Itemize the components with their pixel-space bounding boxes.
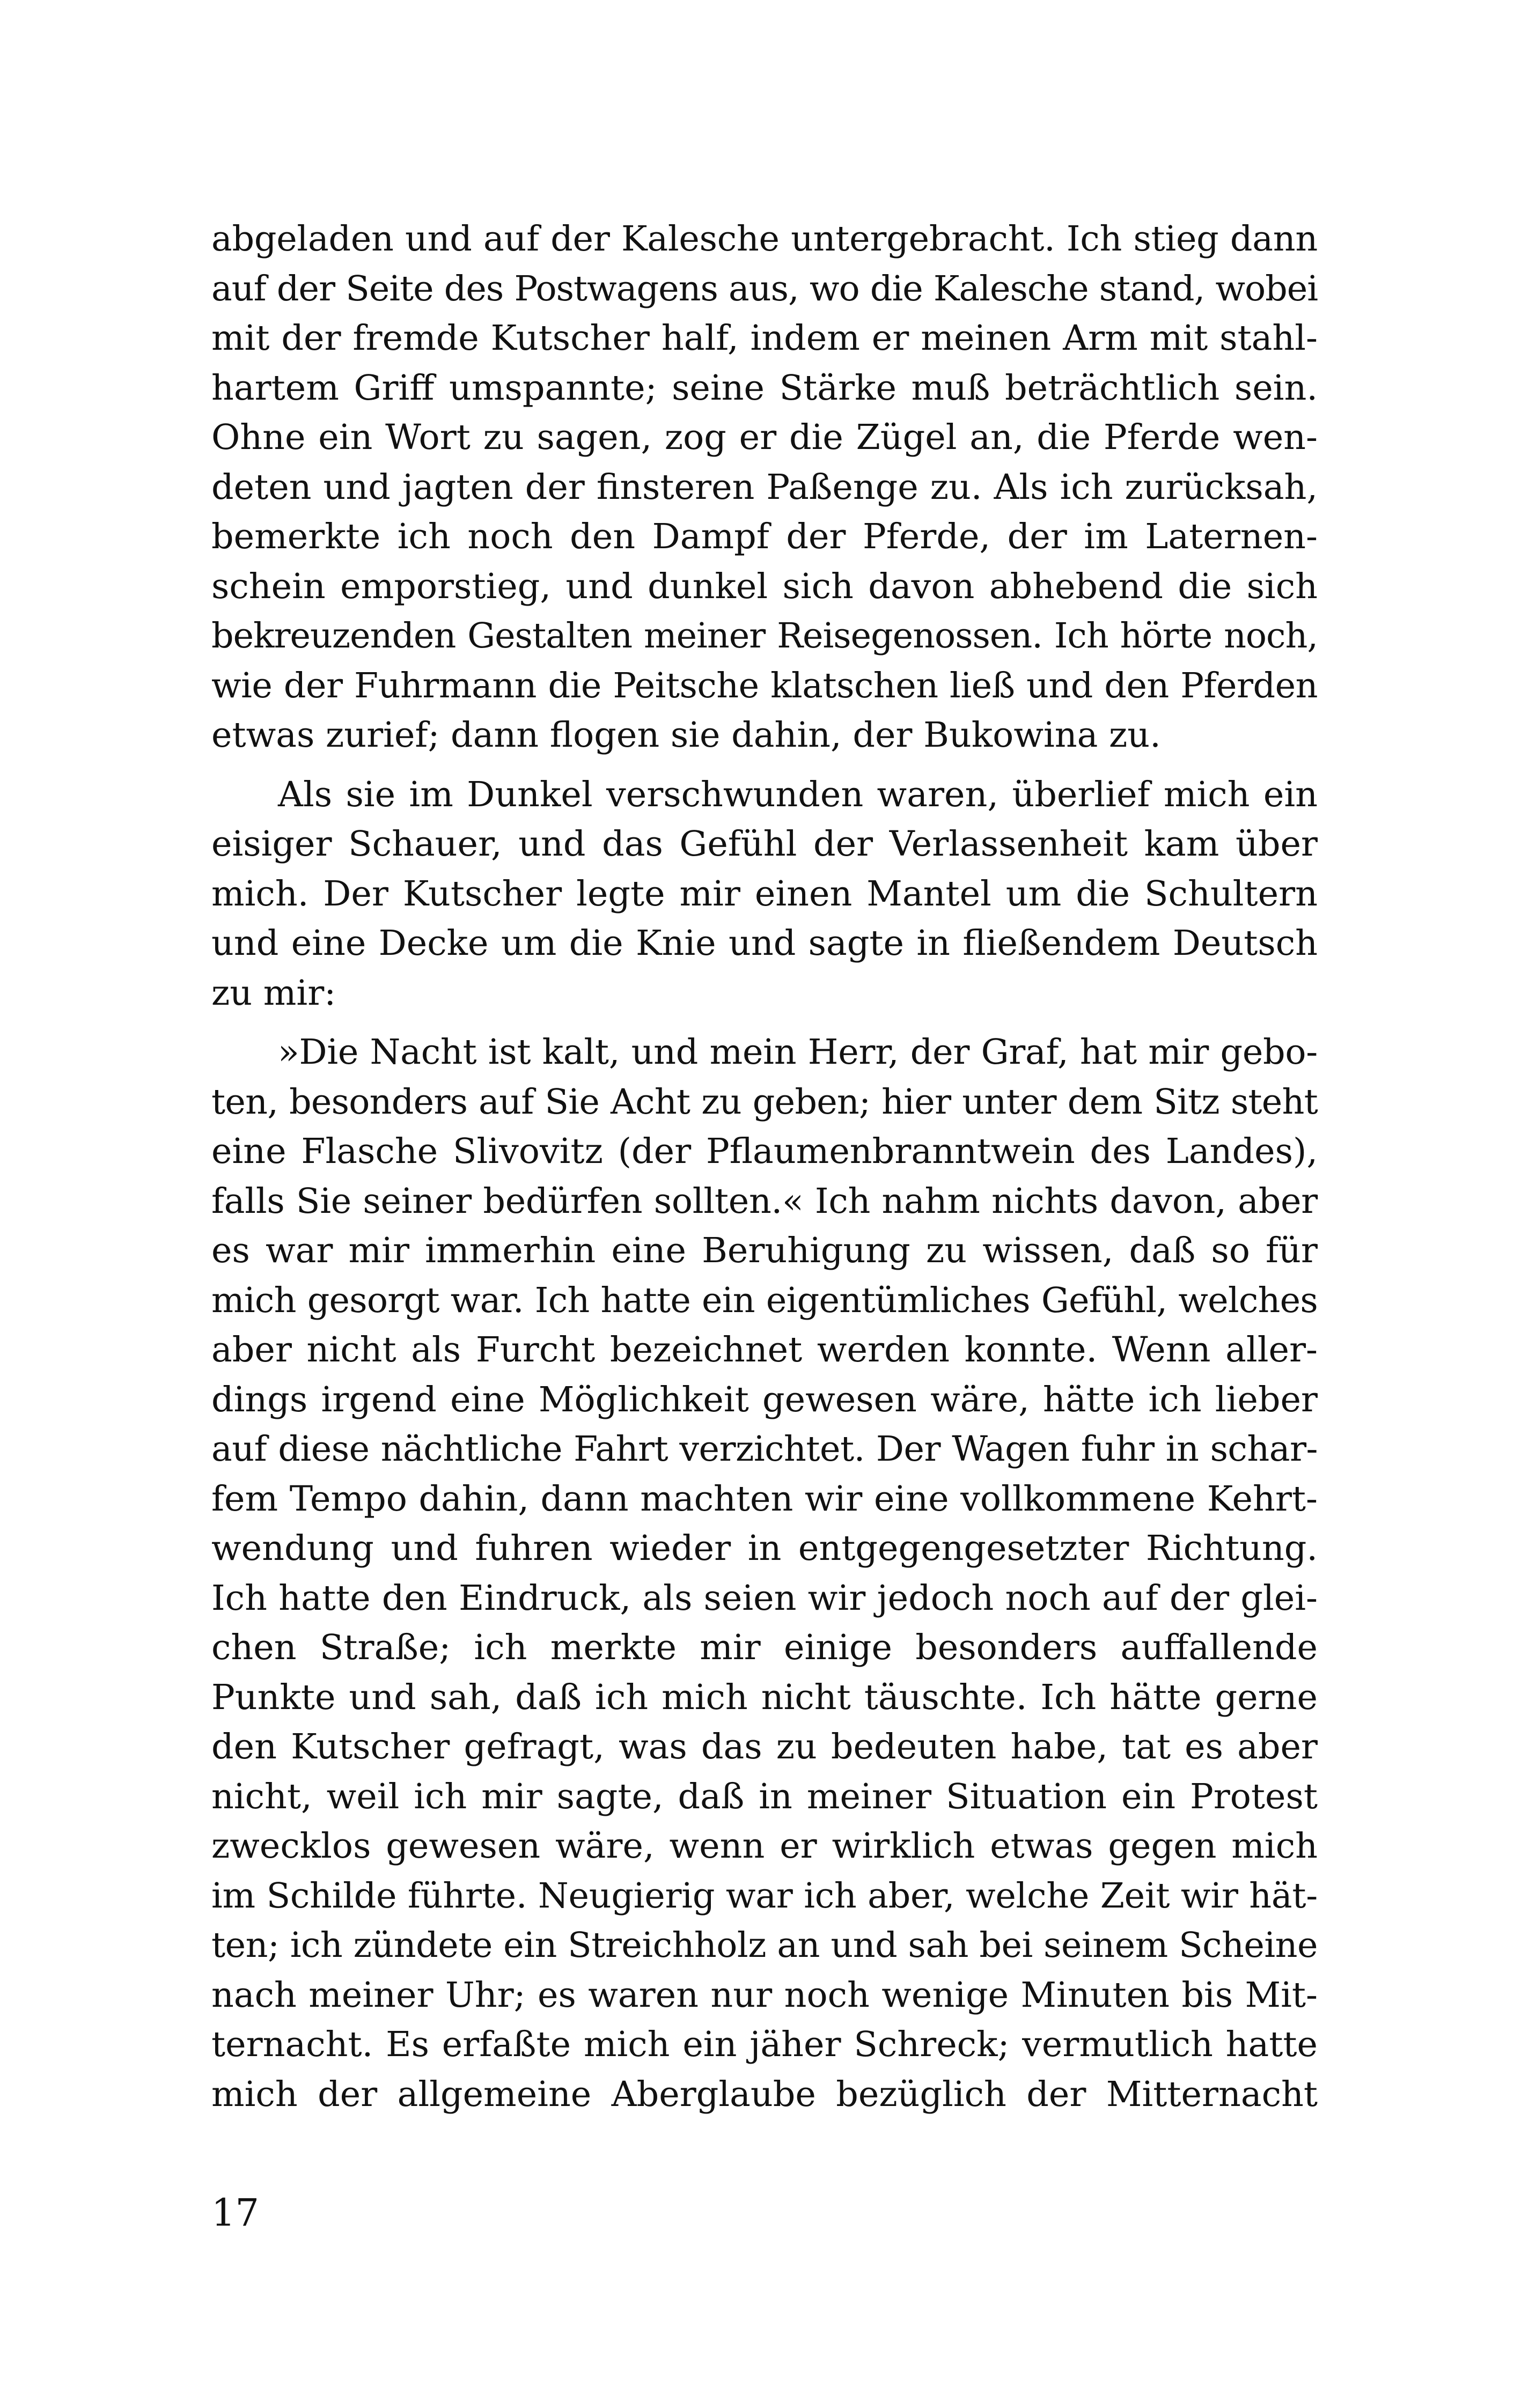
text-line: zu mir: (211, 973, 336, 1013)
text-line: im Schilde führte. Neugierig war ich aber, welche Zeit wir hät- (211, 1875, 1318, 1916)
text-line: es war mir immerhin eine Beruhigung zu wissen, daß so für (211, 1231, 1318, 1271)
text-line: ternacht. Es erfaßte mich ein jäher Schreck; vermutlich hatte (211, 2024, 1318, 2065)
text-line: Ich hatte den Eindruck, als seien wir jedoch noch auf der glei- (211, 1578, 1318, 1618)
text-line: aber nicht als Furcht bezeichnet werden konnte. Wenn aller- (211, 1330, 1318, 1370)
text-line: etwas zurief; dann flogen sie dahin, der Bukowina zu. (211, 715, 1161, 755)
text-line: abgeladen und auf der Kalesche untergebracht. Ich stieg dann (211, 219, 1318, 259)
text-line: wendung und fuhren wieder in entgegengesetzter Richtung. (211, 1528, 1318, 1568)
text-line: fem Tempo dahin, dann machten wir eine vollkommene Kehrt- (211, 1478, 1318, 1519)
text-line: auf der Seite des Postwagens aus, wo die Kalesche stand, wobei (211, 268, 1318, 309)
body-text (211, 215, 1318, 2119)
text-line: chen Straße; ich merkte mir einige besonders auffallende (211, 1628, 1318, 1668)
text-line: »Die Nacht ist kalt, und mein Herr, der Graf, hat mir gebo- (278, 1032, 1318, 1072)
text-line: wie der Fuhrmann die Peitsche klatschen ließ und den Pferden (211, 665, 1318, 706)
text-line: nicht, weil ich mir sagte, daß in meiner Situation ein Protest (211, 1776, 1318, 1817)
text-line: den Kutscher gefragt, was das zu bedeuten habe, tat es aber (211, 1727, 1318, 1767)
text-line: falls Sie seiner bedürfen sollten.« Ich nahm nichts davon, aber (211, 1181, 1318, 1221)
text-line: bemerkte ich noch den Dampf der Pferde, der im Laternen- (211, 517, 1318, 557)
text-line: mit der fremde Kutscher half, indem er meinen Arm mit stahl- (211, 318, 1318, 358)
text-line: hartem Griff umspannte; seine Stärke muß beträchtlich sein. (211, 367, 1318, 408)
text-line: deten und jagten der finsteren Paßenge zu. Als ich zurücksah, (211, 467, 1318, 507)
text-line: ten, besonders auf Sie Acht zu geben; hier unter dem Sitz steht (211, 1081, 1318, 1122)
text-line: und eine Decke um die Knie und sagte in fließendem Deutsch (211, 923, 1318, 963)
paragraph-gap (211, 761, 1318, 770)
text-line: mich der allgemeine Aberglaube bezüglich der Mitternacht (211, 2074, 1318, 2115)
text-line: mich gesorgt war. Ich hatte ein eigentümliches Gefühl, welches (211, 1280, 1318, 1321)
text-line: eisiger Schauer, und das Gefühl der Verlassenheit kam über (211, 824, 1318, 864)
text-line: bekreuzenden Gestalten meiner Reisegenossen. Ich hörte noch, (211, 616, 1318, 656)
text-line: Ohne ein Wort zu sagen, zog er die Zügel an, die Pferde wen- (211, 417, 1318, 458)
text-line: Als sie im Dunkel verschwunden waren, überlief mich ein (278, 774, 1318, 815)
text-line: auf diese nächtliche Fahrt verzichtet. Der Wagen fuhr in schar- (211, 1429, 1318, 1469)
text-line: zwecklos gewesen wäre, wenn er wirklich etwas gegen mich (211, 1826, 1318, 1866)
text-line: mich. Der Kutscher legte mir einen Mantel um die Schultern (211, 873, 1318, 914)
text-line: schein emporstieg, und dunkel sich davon abhebend die sich (211, 566, 1318, 607)
paragraph-gap (211, 1018, 1318, 1028)
text-line: Punkte und sah, daß ich mich nicht täuschte. Ich hätte gerne (211, 1677, 1318, 1718)
text-line: nach meiner Uhr; es waren nur noch wenige Minuten bis Mit- (211, 1975, 1318, 2015)
text-line: dings irgend eine Möglichkeit gewesen wäre, hätte ich lieber (211, 1379, 1318, 1420)
page-number: 17 (211, 2191, 260, 2235)
text-line: ten; ich zündete ein Streichholz an und sah bei seinem Scheine (211, 1925, 1318, 1965)
text-line: eine Flasche Slivovitz (der Pflaumenbranntwein des Landes), (211, 1131, 1318, 1172)
